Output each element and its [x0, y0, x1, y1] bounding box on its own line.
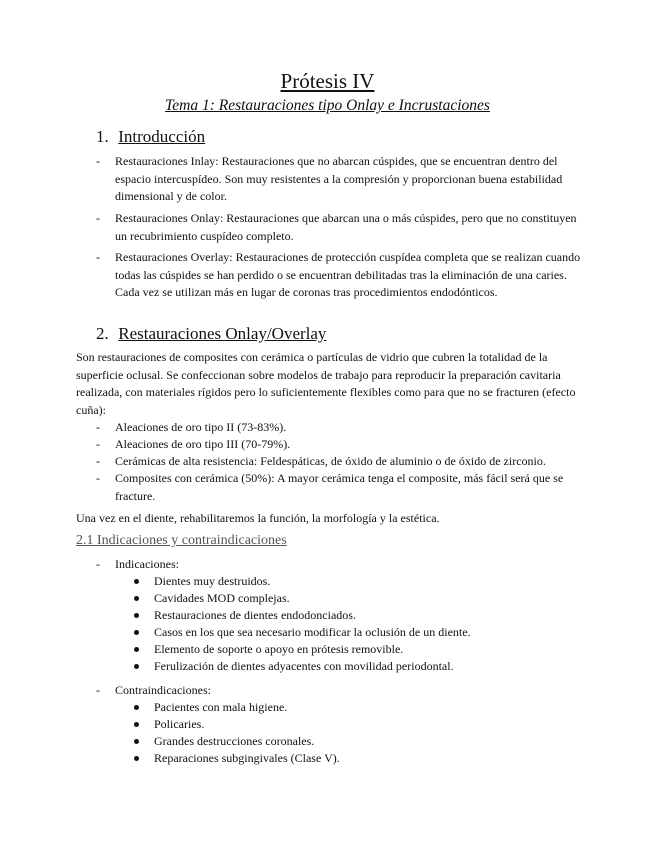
list-item-text: Restauraciones Onlay: Restauraciones que abarcan una o más cúspides, pero que no constituyen un recubrimiento cuspídeo completo.	[115, 211, 577, 243]
document-subtitle: Tema 1: Restauraciones tipo Onlay e Incrustaciones	[165, 97, 490, 114]
list-item-text: Cavidades MOD complejas.	[154, 591, 290, 605]
document-title: Prótesis IV	[280, 69, 375, 93]
bullet-dot	[134, 664, 139, 669]
subsection-2-1-heading: 2.1 Indicaciones y contraindicaciones	[76, 533, 287, 548]
list-item-text: Elemento de soporte o apoyo en prótesis removible.	[154, 642, 404, 656]
section-title: Introducción	[118, 127, 206, 146]
list-item-text: Reparaciones subgingivales (Clase V).	[154, 751, 340, 765]
section-2-intro: Son restauraciones de composites con cerámica o partículas de vidrio que cubren la totalidad de la superficie oclusal. Se confeccionan sobre modelos de trabajo para reproducir la preparación cavitaria realizada, con materiales rígidos pero lo suficientemente flexibles como para que no se fracturen (efecto cuña):	[76, 350, 576, 417]
dash-bullet: -	[96, 420, 100, 434]
bullet-dot	[134, 647, 139, 652]
dash-bullet: -	[96, 211, 100, 225]
list-item-text: Casos en los que sea necesario modificar la oclusión de un diente.	[154, 625, 471, 639]
list-item-text: Pacientes con mala higiene.	[154, 700, 288, 714]
list-item-text: Contraindicaciones:	[115, 683, 211, 697]
bullet-dot	[134, 579, 139, 584]
section-title: Restauraciones Onlay/Overlay	[118, 324, 327, 343]
dash-bullet: -	[96, 250, 100, 264]
dash-bullet: -	[96, 557, 100, 571]
list-item-text: Policaries.	[154, 717, 205, 731]
list-item-text: Aleaciones de oro tipo III (70-79%).	[115, 437, 291, 451]
list-item-text: Grandes destrucciones coronales.	[154, 734, 315, 748]
dash-bullet: -	[96, 154, 100, 168]
list-item-text: Indicaciones:	[115, 557, 179, 571]
list-item-text: Composites con cerámica (50%): A mayor cerámica tenga el composite, más fácil será que se fracture.	[115, 471, 564, 503]
dash-bullet: -	[96, 454, 100, 468]
list-item-text: Restauraciones de dientes endodonciados.	[154, 608, 356, 622]
list-item-text: Dientes muy destruidos.	[154, 574, 271, 588]
bullet-dot	[134, 613, 139, 618]
dash-bullet: -	[96, 471, 100, 485]
section-number: 1.	[96, 127, 109, 146]
list-item-text: Restauraciones Inlay: Restauraciones que no abarcan cúspides, que se encuentran dentro del espacio intercuspídeo. Son muy resistentes a la compresión y proporcionan buena estabilidad dimensional y de color.	[115, 154, 563, 204]
bullet-dot	[134, 630, 139, 635]
bullet-dot	[134, 722, 139, 727]
section-1-heading	[96, 126, 205, 148]
bullet-dot	[134, 756, 139, 761]
dash-bullet: -	[96, 437, 100, 451]
section-2-closing: Una vez en el diente, rehabilitaremos la función, la morfología y la estética.	[76, 511, 440, 525]
bullet-dot	[134, 705, 139, 710]
section-2-heading	[96, 323, 326, 345]
list-item-text: Cerámicas de alta resistencia: Feldespáticas, de óxido de aluminio o de óxido de zirconio.	[115, 454, 546, 468]
list-item-text: Ferulización de dientes adyacentes con movilidad periodontal.	[154, 659, 454, 673]
dash-bullet: -	[96, 683, 100, 697]
list-item-text: Aleaciones de oro tipo II (73-83%).	[115, 420, 287, 434]
section-number: 2.	[96, 324, 109, 343]
list-item-text: Restauraciones Overlay: Restauraciones de protección cuspídea completa que se realizan cuando todas las cúspides se han perdido o se encuentran debilitadas tras la eliminación de una caries. Cada vez se utilizan más en lugar de coronas tras procedimientos endodónticos.	[115, 250, 581, 300]
bullet-dot	[134, 596, 139, 601]
bullet-dot	[134, 739, 139, 744]
